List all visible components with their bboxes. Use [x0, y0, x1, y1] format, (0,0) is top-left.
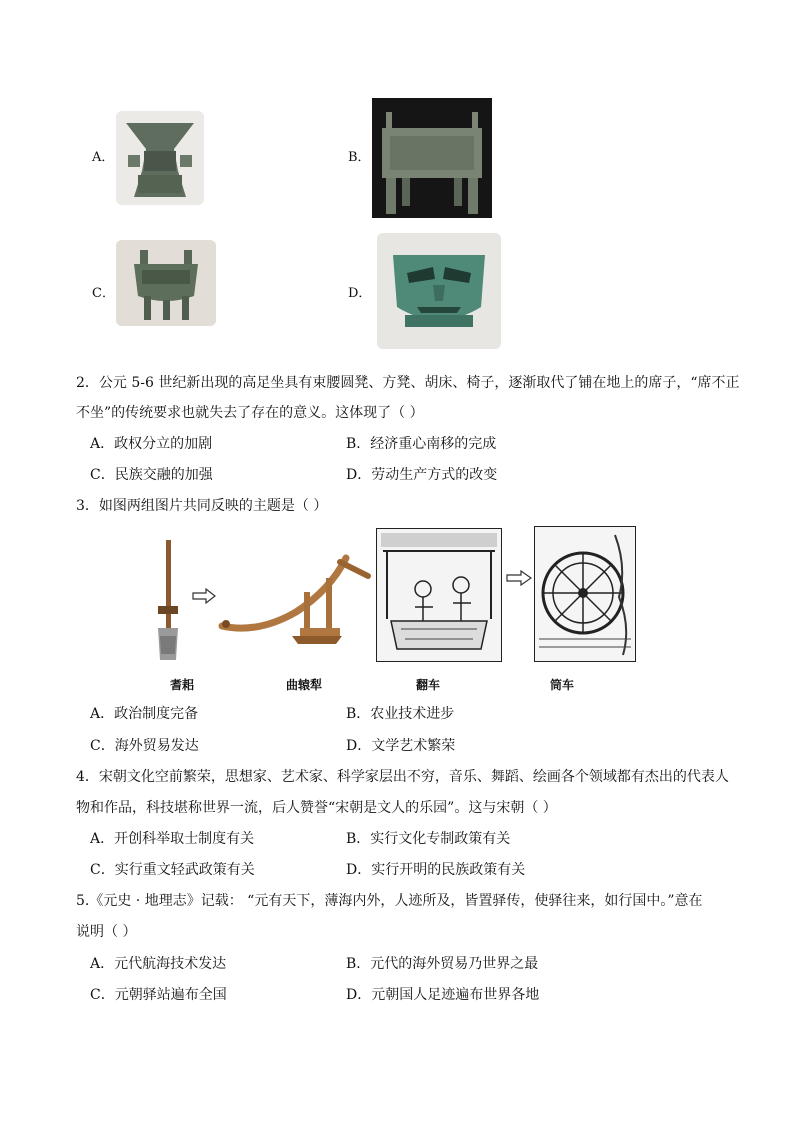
q2-stem-line2: 不坐”的传统要求也就失去了存在的意义。这体现了（ ） — [76, 405, 424, 421]
caption-leisi: 耆耜 — [170, 678, 195, 692]
q4-option-c[interactable]: C．实行重文轻武政策有关 — [90, 862, 255, 878]
arrow-right-icon — [192, 588, 216, 604]
q3-option-d[interactable]: D．文学艺术繁荣 — [346, 738, 456, 754]
q2-stem-line1: 2．公元 5-6 世纪新出现的高足坐具有束腰圆凳、方凳、胡床、椅子，逐渐取代了铺在地上的席子，“席不正 — [76, 375, 740, 391]
q1-option-c-label: C． — [92, 286, 115, 301]
q4-option-d[interactable]: D．实行开明的民族政策有关 — [346, 862, 526, 878]
q4-option-b[interactable]: B．实行文化专制政策有关 — [346, 831, 511, 847]
bronze-ding-square-image — [372, 98, 492, 218]
q5-stem-line1: 5.《元史 · 地理志》记载： “元有天下，薄海内外，人迹所及，皆置驿传，使驿往来，如行国中。”意在 — [76, 893, 703, 909]
q3-option-a[interactable]: A．政治制度完备 — [90, 706, 199, 722]
arrow-right-icon — [506, 570, 532, 586]
q4-option-a[interactable]: A．开创科举取士制度有关 — [90, 831, 255, 847]
q5-stem-line2: 说明（ ） — [76, 924, 137, 940]
bronze-mask-image — [377, 233, 501, 349]
q2-option-d[interactable]: D．劳动生产方式的改变 — [346, 467, 498, 483]
q5-option-c[interactable]: C．元朝驿站遍布全国 — [90, 987, 227, 1003]
q2-option-c[interactable]: C．民族交融的加强 — [90, 467, 213, 483]
bronze-zun-image — [116, 111, 204, 205]
bronze-ding-tripod-image — [116, 240, 216, 326]
curved-plow-image — [218, 548, 374, 656]
q4-stem-line2: 物和作品，科技堪称世界一流，后人赞誉“宋朝是文人的乐园”。这与宋朝（ ） — [76, 800, 557, 816]
q1-option-a-label: A． — [92, 150, 115, 165]
caption-tongche: 筒车 — [550, 678, 575, 692]
q5-option-d[interactable]: D．元朝国人足迹遍布世界各地 — [346, 987, 540, 1003]
q1-option-d-label: D． — [348, 286, 372, 301]
q4-stem-line1: 4．宋朝文化空前繁荣，思想家、艺术家、科学家层出不穷，音乐、舞蹈、绘画各个领域都有杰出的代表人 — [76, 769, 729, 785]
tongche-waterwheel-image — [534, 526, 636, 662]
q3-stem: 3．如图两组图片共同反映的主题是（ ） — [76, 498, 328, 514]
q5-option-b[interactable]: B．元代的海外贸易乃世界之最 — [346, 956, 539, 972]
fanche-waterlift-image — [376, 528, 502, 662]
q2-option-a[interactable]: A．政权分立的加剧 — [90, 436, 213, 452]
q1-option-b-label: B． — [348, 150, 371, 165]
leisi-tool-image — [148, 536, 188, 666]
q3-option-c[interactable]: C．海外贸易发达 — [90, 738, 199, 754]
q3-option-b[interactable]: B．农业技术进步 — [346, 706, 455, 722]
q5-option-a[interactable]: A．元代航海技术发达 — [90, 956, 227, 972]
q2-option-b[interactable]: B．经济重心南移的完成 — [346, 436, 497, 452]
caption-curved-plow: 曲辕犁 — [286, 678, 323, 692]
caption-fanche: 翻车 — [416, 678, 441, 692]
